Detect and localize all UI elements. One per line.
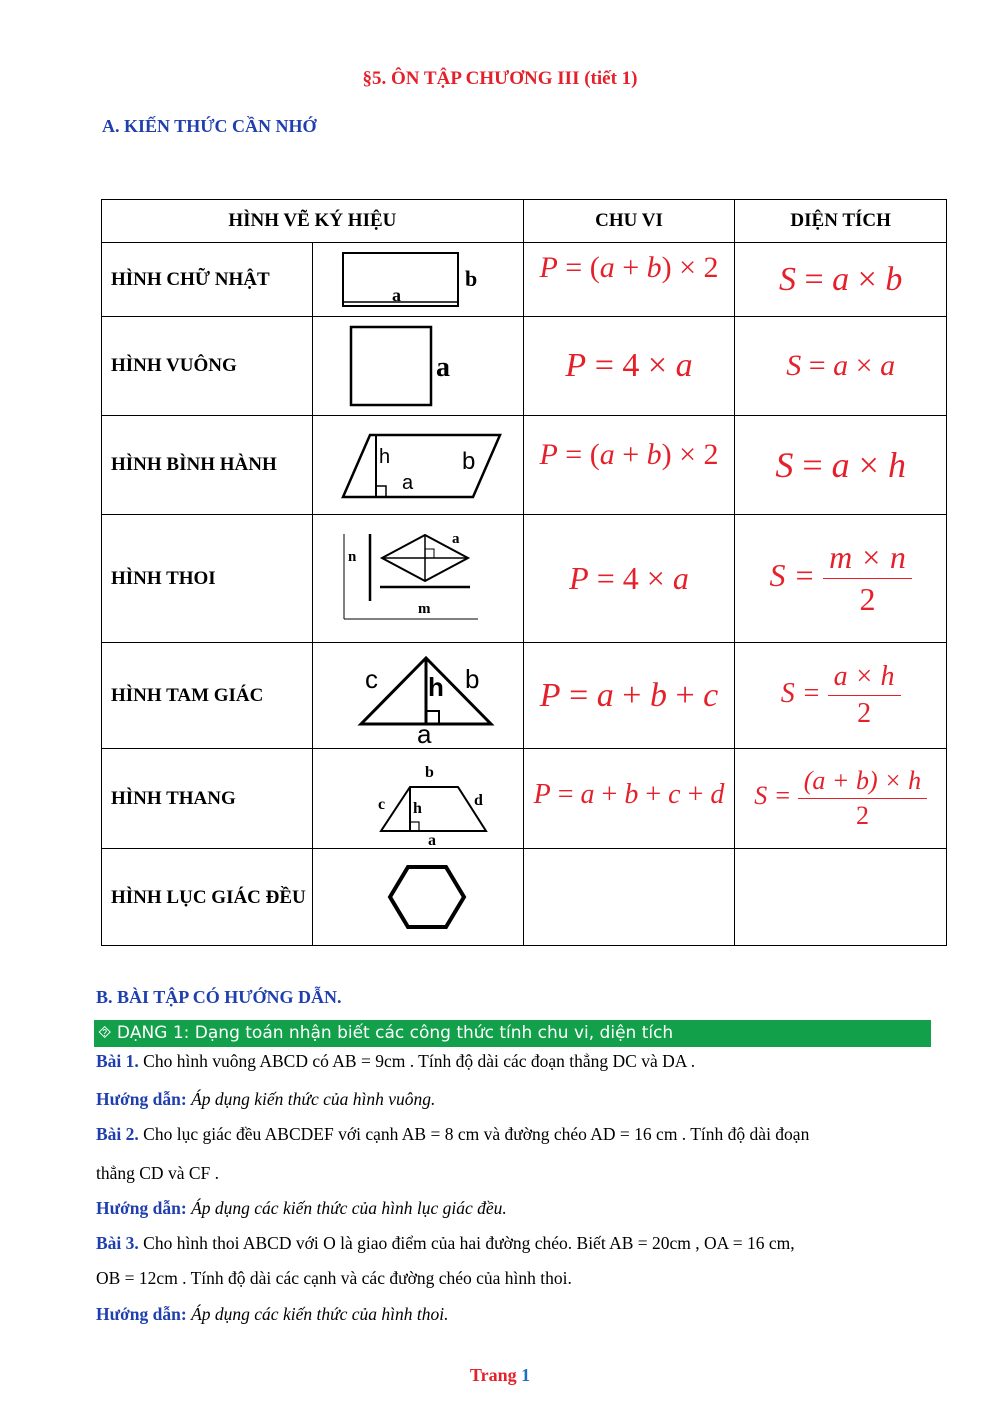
section-a-heading: A. KIẾN THỨC CẦN NHỚ — [102, 116, 317, 136]
triangle-label-b: b — [464, 663, 480, 694]
hint-text: Áp dụng kiến thức của hình vuông. — [186, 1089, 436, 1109]
shape-name: HÌNH THOI — [102, 515, 313, 643]
rhombus-label-n: n — [347, 548, 357, 565]
table-row — [102, 849, 947, 946]
area-formula: S = $\frac{m \times n}{2}$ — [770, 557, 912, 593]
perimeter-formula: P = a + b + c + d — [533, 779, 725, 810]
hint-label: Hướng dẫn: — [96, 1304, 187, 1324]
perimeter-cell-empty — [523, 849, 735, 946]
area-formula: S = $\frac{(a + b) \times h}{2}$ — [754, 781, 927, 810]
area-cell — [735, 643, 947, 749]
para-label-a: a — [401, 472, 413, 494]
rectangle-figure — [312, 243, 523, 317]
perimeter-formula: P = (a + b) × 2 — [539, 251, 719, 284]
area-cell — [735, 515, 947, 643]
area-formula: S = a × b — [778, 260, 903, 298]
hint-text: Áp dụng các kiến thức của hình lục giác đều. — [186, 1198, 507, 1218]
exercise-label: Bài 3. — [96, 1233, 139, 1253]
rect-label-b: b — [464, 265, 477, 291]
perimeter-formula: P = (a + b) × 2 — [539, 438, 719, 471]
perimeter-formula: P = 4 × a — [565, 347, 693, 384]
perimeter-formula: P = 4 × a — [569, 560, 689, 596]
trapezoid-figure — [312, 749, 523, 849]
footer-word: Trang — [469, 1365, 517, 1385]
area-cell — [735, 243, 947, 317]
exercise-label: Bài 2. — [96, 1124, 139, 1144]
triangle-figure — [312, 643, 523, 749]
triangle-label-c: c — [364, 663, 378, 694]
trapezoid-label-d: d — [473, 791, 483, 809]
hint-label: Hướng dẫn: — [96, 1198, 187, 1218]
shape-name: HÌNH TAM GIÁC — [102, 643, 313, 749]
hint-text: Áp dụng các kiến thức của hình thoi. — [186, 1304, 449, 1324]
square-label-a: a — [435, 352, 450, 383]
page-title: §5. ÔN TẬP CHƯƠNG III (tiết 1) — [362, 68, 638, 89]
exercise-text: Cho hình vuông ABCD có AB = 9cm . Tính độ dài các đoạn thẳng DC và DA . — [138, 1051, 696, 1071]
shape-name: HÌNH THANG — [102, 749, 313, 849]
area-cell — [735, 317, 947, 416]
dang-1-banner: ⯑ DẠNG 1: Dạng toán nhận biết các công thức tính chu vi, diện tích — [94, 1020, 931, 1047]
table-header-row — [102, 200, 947, 243]
para-label-b: b — [461, 448, 476, 475]
para-label-h: h — [378, 446, 390, 468]
hint-1 — [96, 1089, 435, 1110]
exercise-text: Cho hình thoi ABCD với O là giao điểm của hai đường chéo. Biết AB = 20cm , OA = 16 cm, — [138, 1233, 795, 1253]
area-cell — [735, 749, 947, 849]
rhombus-label-m: m — [417, 600, 431, 617]
table-row — [102, 749, 947, 849]
hint-3 — [96, 1304, 449, 1325]
perimeter-cell — [523, 416, 735, 515]
trapezoid-label-b: b — [424, 763, 434, 781]
hexagon-figure — [312, 849, 523, 946]
table-row — [102, 643, 947, 749]
square-figure — [312, 317, 523, 416]
hint-2 — [96, 1198, 507, 1219]
section-b-heading: B. BÀI TẬP CÓ HƯỚNG DẪN. — [96, 987, 342, 1007]
rhombus-label-a: a — [451, 530, 460, 547]
shape-name: HÌNH BÌNH HÀNH — [102, 416, 313, 515]
perimeter-cell — [523, 515, 735, 643]
trapezoid-label-h: h — [412, 799, 422, 817]
perimeter-formula: P = a + b + c — [539, 676, 719, 714]
exercise-label: Bài 1. — [96, 1051, 139, 1071]
perimeter-cell — [523, 749, 735, 849]
area-cell — [735, 416, 947, 515]
perimeter-cell — [523, 243, 735, 317]
rhombus-figure — [312, 515, 523, 643]
exercise-text: Cho lục giác đều ABCDEF với cạnh AB = 8 cm và đường chéo AD = 16 cm . Tính độ dài đoạn — [138, 1124, 810, 1144]
header-figure: HÌNH VẼ KÝ HIỆU — [102, 200, 524, 243]
header-area: DIỆN TÍCH — [735, 200, 947, 243]
triangle-label-h: h — [427, 671, 444, 702]
triangle-label-a: a — [416, 718, 432, 744]
exercise-3 — [96, 1233, 795, 1254]
area-formula: S = a × a — [786, 349, 896, 382]
shape-name: HÌNH CHỮ NHẬT — [102, 243, 313, 317]
area-formula: S = a × h — [775, 445, 906, 485]
trapezoid-label-a: a — [427, 831, 436, 847]
hint-label: Hướng dẫn: — [96, 1089, 187, 1109]
table-row — [102, 317, 947, 416]
header-perimeter: CHU VI — [523, 200, 735, 243]
footer-page-number: 1 — [521, 1365, 531, 1385]
page-footer — [0, 1365, 1000, 1386]
trapezoid-label-c: c — [377, 795, 385, 813]
shape-name: HÌNH LỤC GIÁC ĐỀU — [102, 849, 313, 946]
table-row — [102, 515, 947, 643]
shape-name: HÌNH VUÔNG — [102, 317, 313, 416]
table-row — [102, 416, 947, 515]
rect-label-a: a — [391, 284, 401, 305]
area-cell-empty — [735, 849, 947, 946]
exercise-1 — [96, 1051, 695, 1072]
exercise-2-cont: thẳng CD và CF . — [96, 1163, 219, 1183]
parallelogram-figure — [312, 416, 523, 515]
area-formula: S = $\frac{a \times h}{2}$ — [781, 678, 901, 709]
exercise-2 — [96, 1124, 809, 1145]
perimeter-cell — [523, 317, 735, 416]
formula-table — [101, 199, 947, 946]
exercise-3-cont: OB = 12cm . Tính độ dài các cạnh và các đường chéo của hình thoi. — [96, 1268, 572, 1288]
perimeter-cell — [523, 643, 735, 749]
table-row — [102, 243, 947, 317]
